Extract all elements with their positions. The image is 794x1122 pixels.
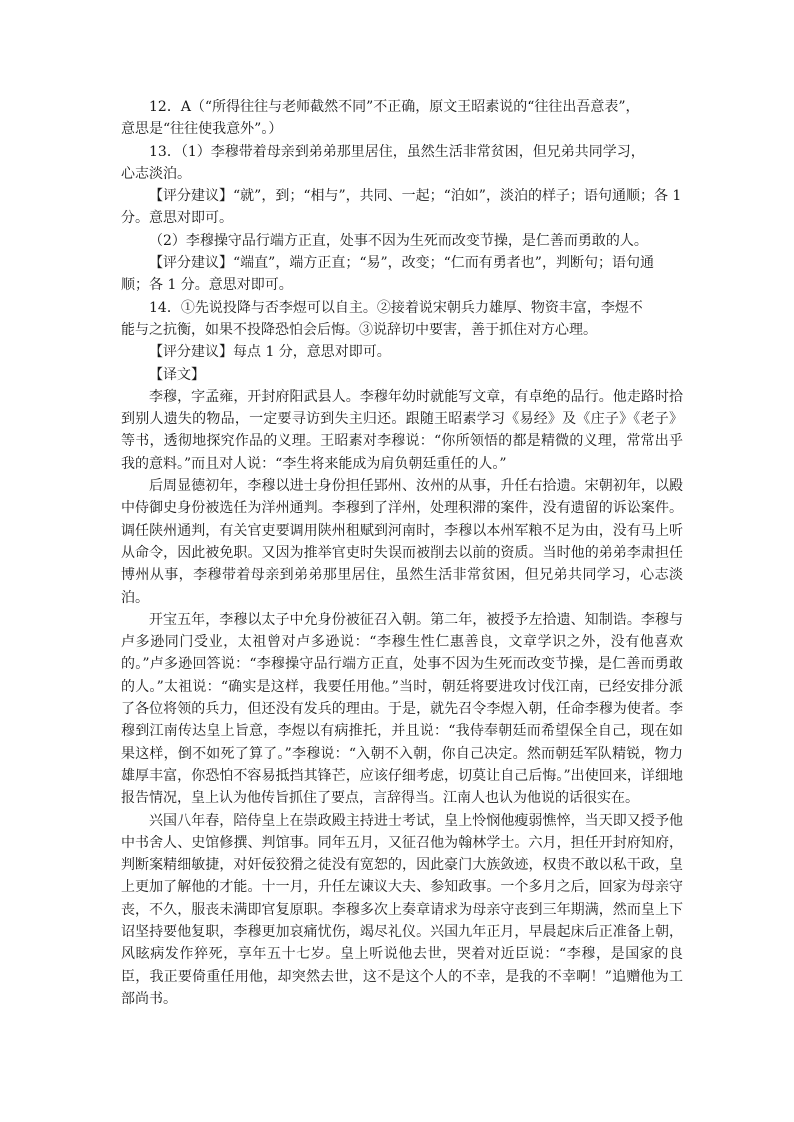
answer-14-line-1: 14．①先说投降与否李煜可以自主。②接着说宋朝兵力雄厚、物资丰富，李煜不 — [149, 299, 643, 316]
score-13-2-line-1: 【评分建议】“端直”，端方正直；“易”，改变；“仁而有勇者也”，判断句；语句通 — [149, 255, 654, 272]
score-13-1-line-2: 分。意思对即可。 — [121, 210, 233, 227]
translation-paragraph-1: 李穆，字孟雍，开封府阳武县人。李穆年幼时就能写文章，有卓绝的品行。他走路时拾到别人遗失的物品，一定要寻访到失主归还。跟随王昭素学习《易经》及《庄子》《老子》等书，透彻地探究作品的义理。王昭素对李穆说：“你所领悟的都是精微的义理，常常出乎我的意料。”而且对人说：“李生将来能成为肩负朝廷重任的人。” — [121, 388, 683, 472]
score-13-2-line-2: 顺；各 1 分。意思对即可。 — [121, 277, 293, 294]
document-page — [121, 96, 683, 1010]
score-14: 【评分建议】每点 1 分，意思对即可。 — [149, 344, 391, 361]
score-13-1-line-1: 【评分建议】“就”，到；“相与”，共同、一起；“泊如”，淡泊的样子；语句通顺；各 1 — [149, 188, 682, 205]
answer-12-line-2: 意思是“往往使我意外”。） — [121, 121, 283, 138]
answer-13-1-line-2: 心志淡泊。 — [121, 165, 191, 182]
answer-13-2: （2）李穆操守品行端方正直，处事不因为生死而改变节操，是仁善而勇敢的人。 — [149, 232, 648, 249]
translation-heading: 【译文】 — [149, 366, 205, 383]
translation-paragraph-3: 开宝五年，李穆以太子中允身份被征召入朝。第二年，被授予左拾遗、知制诰。李穆与卢多逊同门受业，太祖曾对卢多逊说：“李穆生性仁惠善良，文章学识之外，没有他喜欢的。”卢多逊回答说：“李穆操守品行端方正直，处事不因为生死而改变节操，是仁善而勇敢的人。”太祖说：“确实是这样，我要任用他。”当时，朝廷将要进攻讨伐江南，已经安排分派了各位将领的兵力，但还没有发兵的理由。于是，就先召令李煜入朝，任命李穆为使者。李穆到江南传达皇上旨意，李煜以有病推托，并且说：“我侍奉朝廷而希望保全自己，现在如果这样，倒不如死了算了。”李穆说：“入朝不入朝，你自己决定。然而朝廷军队精锐，物力雄厚丰富，你恐怕不容易抵挡其锋芒，应该仔细考虑，切莫让自己后悔。”出使回来，详细地报告情况，皇上认为他传旨抓住了要点，言辞得当。江南人也认为他说的话很实在。 — [121, 611, 683, 807]
answer-13-1-line-1: 13．（1）李穆带着母亲到弟弟那里居住，虽然生活非常贫困，但兄弟共同学习， — [149, 143, 645, 160]
answer-14-line-2: 能与之抗衡，如果不投降恐怕会后悔。③说辞切中要害，善于抓住对方心理。 — [121, 321, 597, 338]
answer-12-line-1: 12．A（“所得往往与老师截然不同”不正确，原文王昭素说的“往往出吾意表”， — [149, 99, 640, 115]
translation-paragraph-2: 后周显德初年，李穆以进士身份担任郢州、汝州的从事，升任右拾遗。宋朝初年，以殿中侍御史身份被选任为洋州通判。李穆到了洋州，处理积滞的案件，没有遗留的诉讼案件。调任陕州通判，有关官吏要调用陕州租赋到河南时，李穆以本州军粮不足为由，没有马上听从命令，因此被免职。又因为推举官吏时失误而被削去以前的资质。当时他的弟弟李肃担任博州从事，李穆带着母亲到弟弟那里居住，虽然生活非常贫困，但兄弟共同学习，心志淡泊。 — [121, 478, 683, 606]
translation-paragraph-4: 兴国八年春，陪侍皇上在崇政殿主持进士考试，皇上怜悯他瘦弱憔悴，当天即又授予他中书舍人、史馆修撰、判馆事。同年五月，又征召他为翰林学士。六月，担任开封府知府，判断案精细敏捷，对奸佞狡猾之徒没有宽恕的，因此豪门大族敛迹，权贵不敢以私干政，皇上更加了解他的才能。十一月，升任左谏议大夫、参知政事。一个多月之后，回家为母亲守丧，不久，服丧未满即官复原职。李穆多次上奏章请求为母亲守丧到三年期满，然而皇上下诏坚持要他复职，李穆更加哀痛忧伤，竭尽礼仪。兴国九年正月，早晨起床后正准备上朝，风眩病发作猝死，享年五十七岁。皇上听说他去世，哭着对近臣说：“李穆，是国家的良臣，我正要倚重任用他，却突然去世，这不是这个人的不幸，是我的不幸啊！”追赠他为工部尚书。 — [121, 812, 683, 1007]
